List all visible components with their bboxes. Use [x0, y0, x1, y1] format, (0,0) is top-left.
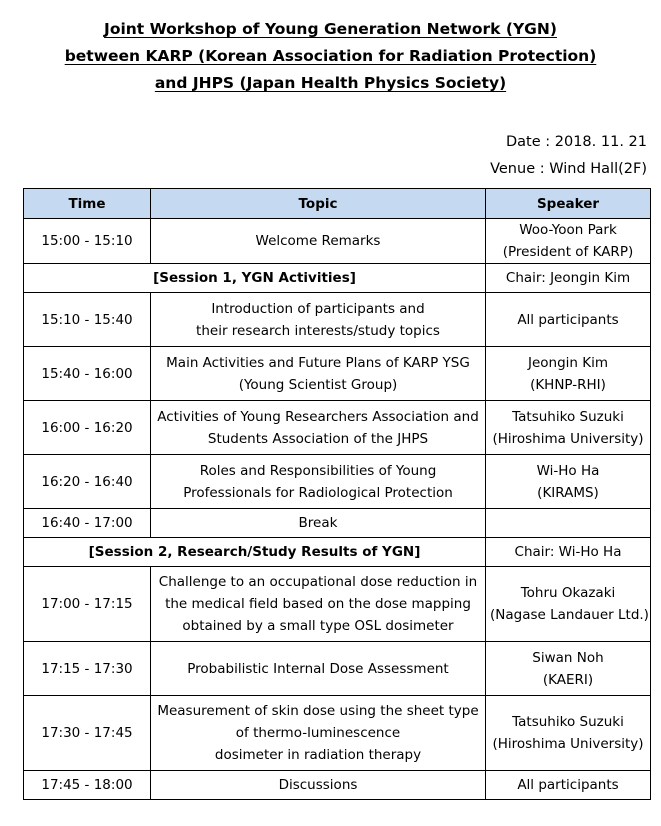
title-line-3: and JHPS (Japan Health Physics Society)	[154, 74, 507, 92]
schedule-table	[23, 188, 651, 800]
topic-line: obtained by a small type OSL dosimeter	[182, 618, 454, 634]
time-cell: 16:40 - 17:00	[24, 509, 151, 538]
speaker-line: Siwan Noh	[532, 649, 604, 666]
topic-cell	[151, 219, 486, 264]
topic-cell	[151, 771, 486, 800]
speaker-cell	[486, 347, 651, 401]
topic-line: (Young Scientist Group)	[238, 376, 398, 393]
table-row	[24, 219, 651, 264]
time-cell: 17:45 - 18:00	[24, 771, 151, 800]
topic-line: the medical field based on the dose mapping	[165, 596, 471, 612]
speaker-line: Wi-Ho Ha	[536, 462, 600, 479]
speaker-line: (Hiroshima University)	[492, 430, 644, 447]
table-row	[24, 567, 651, 642]
speaker-cell	[486, 509, 651, 538]
time-cell: 17:15 - 17:30	[24, 642, 151, 696]
time-cell: 15:00 - 15:10	[24, 219, 151, 264]
topic-cell	[151, 401, 486, 455]
table-row	[24, 347, 651, 401]
header-topic: Topic	[151, 189, 486, 219]
topic-line: Professionals for Radiological Protection	[183, 484, 453, 501]
time-cell: 17:00 - 17:15	[24, 567, 151, 642]
schedule-body	[24, 219, 651, 800]
table-row	[24, 642, 651, 696]
topic-cell	[151, 347, 486, 401]
session-label: [Session 2, Research/Study Results of YGN]	[24, 538, 486, 567]
time-cell: 16:20 - 16:40	[24, 455, 151, 509]
table-row	[24, 293, 651, 347]
speaker-cell	[486, 455, 651, 509]
speaker-cell	[486, 771, 651, 800]
time-cell: 15:40 - 16:00	[24, 347, 151, 401]
topic-line: of thermo-luminescence	[235, 725, 401, 741]
time-cell: 16:00 - 16:20	[24, 401, 151, 455]
title-line-2: between KARP (Korean Association for Radiation Protection)	[64, 47, 597, 65]
table-row	[24, 696, 651, 771]
event-date: Date : 2018. 11. 21	[506, 134, 647, 150]
speaker-cell	[486, 567, 651, 642]
speaker-line: (KAERI)	[542, 671, 594, 688]
topic-cell	[151, 567, 486, 642]
table-row	[24, 401, 651, 455]
speaker-line: (Nagase Landauer Ltd.)	[490, 607, 649, 623]
document-title	[0, 16, 661, 97]
topic-line: Students Association of the JHPS	[207, 430, 429, 447]
speaker-line: All participants	[517, 777, 619, 793]
topic-line: dosimeter in radiation therapy	[214, 747, 422, 763]
speaker-line: Tohru Okazaki	[520, 585, 616, 601]
topic-cell	[151, 696, 486, 771]
session-label: [Session 1, YGN Activities]	[24, 264, 486, 293]
speaker-cell	[486, 696, 651, 771]
topic-line: Roles and Responsibilities of Young	[199, 462, 437, 479]
speaker-line: Jeongin Kim	[527, 354, 609, 371]
session-row	[24, 538, 651, 567]
topic-cell	[151, 509, 486, 538]
topic-line: Break	[298, 515, 338, 531]
topic-cell	[151, 642, 486, 696]
time-cell: 15:10 - 15:40	[24, 293, 151, 347]
title-line-1: Joint Workshop of Young Generation Network (YGN)	[104, 20, 557, 38]
speaker-line: Tatsuhiko Suzuki	[512, 408, 624, 425]
topic-line: Welcome Remarks	[255, 233, 381, 249]
topic-cell	[151, 455, 486, 509]
topic-line: Activities of Young Researchers Association and	[157, 408, 479, 425]
speaker-line: (Hiroshima University)	[492, 736, 644, 752]
speaker-cell	[486, 293, 651, 347]
table-row	[24, 771, 651, 800]
event-venue: Venue : Wind Hall(2F)	[490, 161, 647, 177]
speaker-line: (KIRAMS)	[537, 484, 599, 501]
speaker-cell	[486, 642, 651, 696]
speaker-line: Tatsuhiko Suzuki	[512, 714, 624, 730]
session-row	[24, 264, 651, 293]
topic-line: Measurement of skin dose using the sheet type	[157, 703, 479, 719]
table-row	[24, 509, 651, 538]
session-chair: Chair: Wi-Ho Ha	[486, 538, 651, 567]
header-time: Time	[24, 189, 151, 219]
speaker-line: All participants	[517, 311, 619, 328]
time-cell: 17:30 - 17:45	[24, 696, 151, 771]
table-row	[24, 455, 651, 509]
topic-line: Main Activities and Future Plans of KARP YSG	[166, 354, 470, 371]
speaker-line: (KHNP-RHI)	[530, 376, 606, 393]
topic-cell	[151, 293, 486, 347]
topic-line: Probabilistic Internal Dose Assessment	[187, 660, 449, 677]
speaker-line: Woo-Yoon Park	[519, 222, 617, 238]
topic-line: Discussions	[278, 777, 358, 793]
speaker-line: (President of KARP)	[502, 244, 634, 260]
speaker-cell	[486, 401, 651, 455]
speaker-cell	[486, 219, 651, 264]
topic-line: their research interests/study topics	[196, 322, 440, 339]
header-speaker: Speaker	[486, 189, 651, 219]
table-header-row	[24, 189, 651, 219]
topic-line: Challenge to an occupational dose reduction in	[158, 574, 478, 590]
topic-line: Introduction of participants and	[211, 300, 425, 317]
session-chair: Chair: Jeongin Kim	[486, 264, 651, 293]
